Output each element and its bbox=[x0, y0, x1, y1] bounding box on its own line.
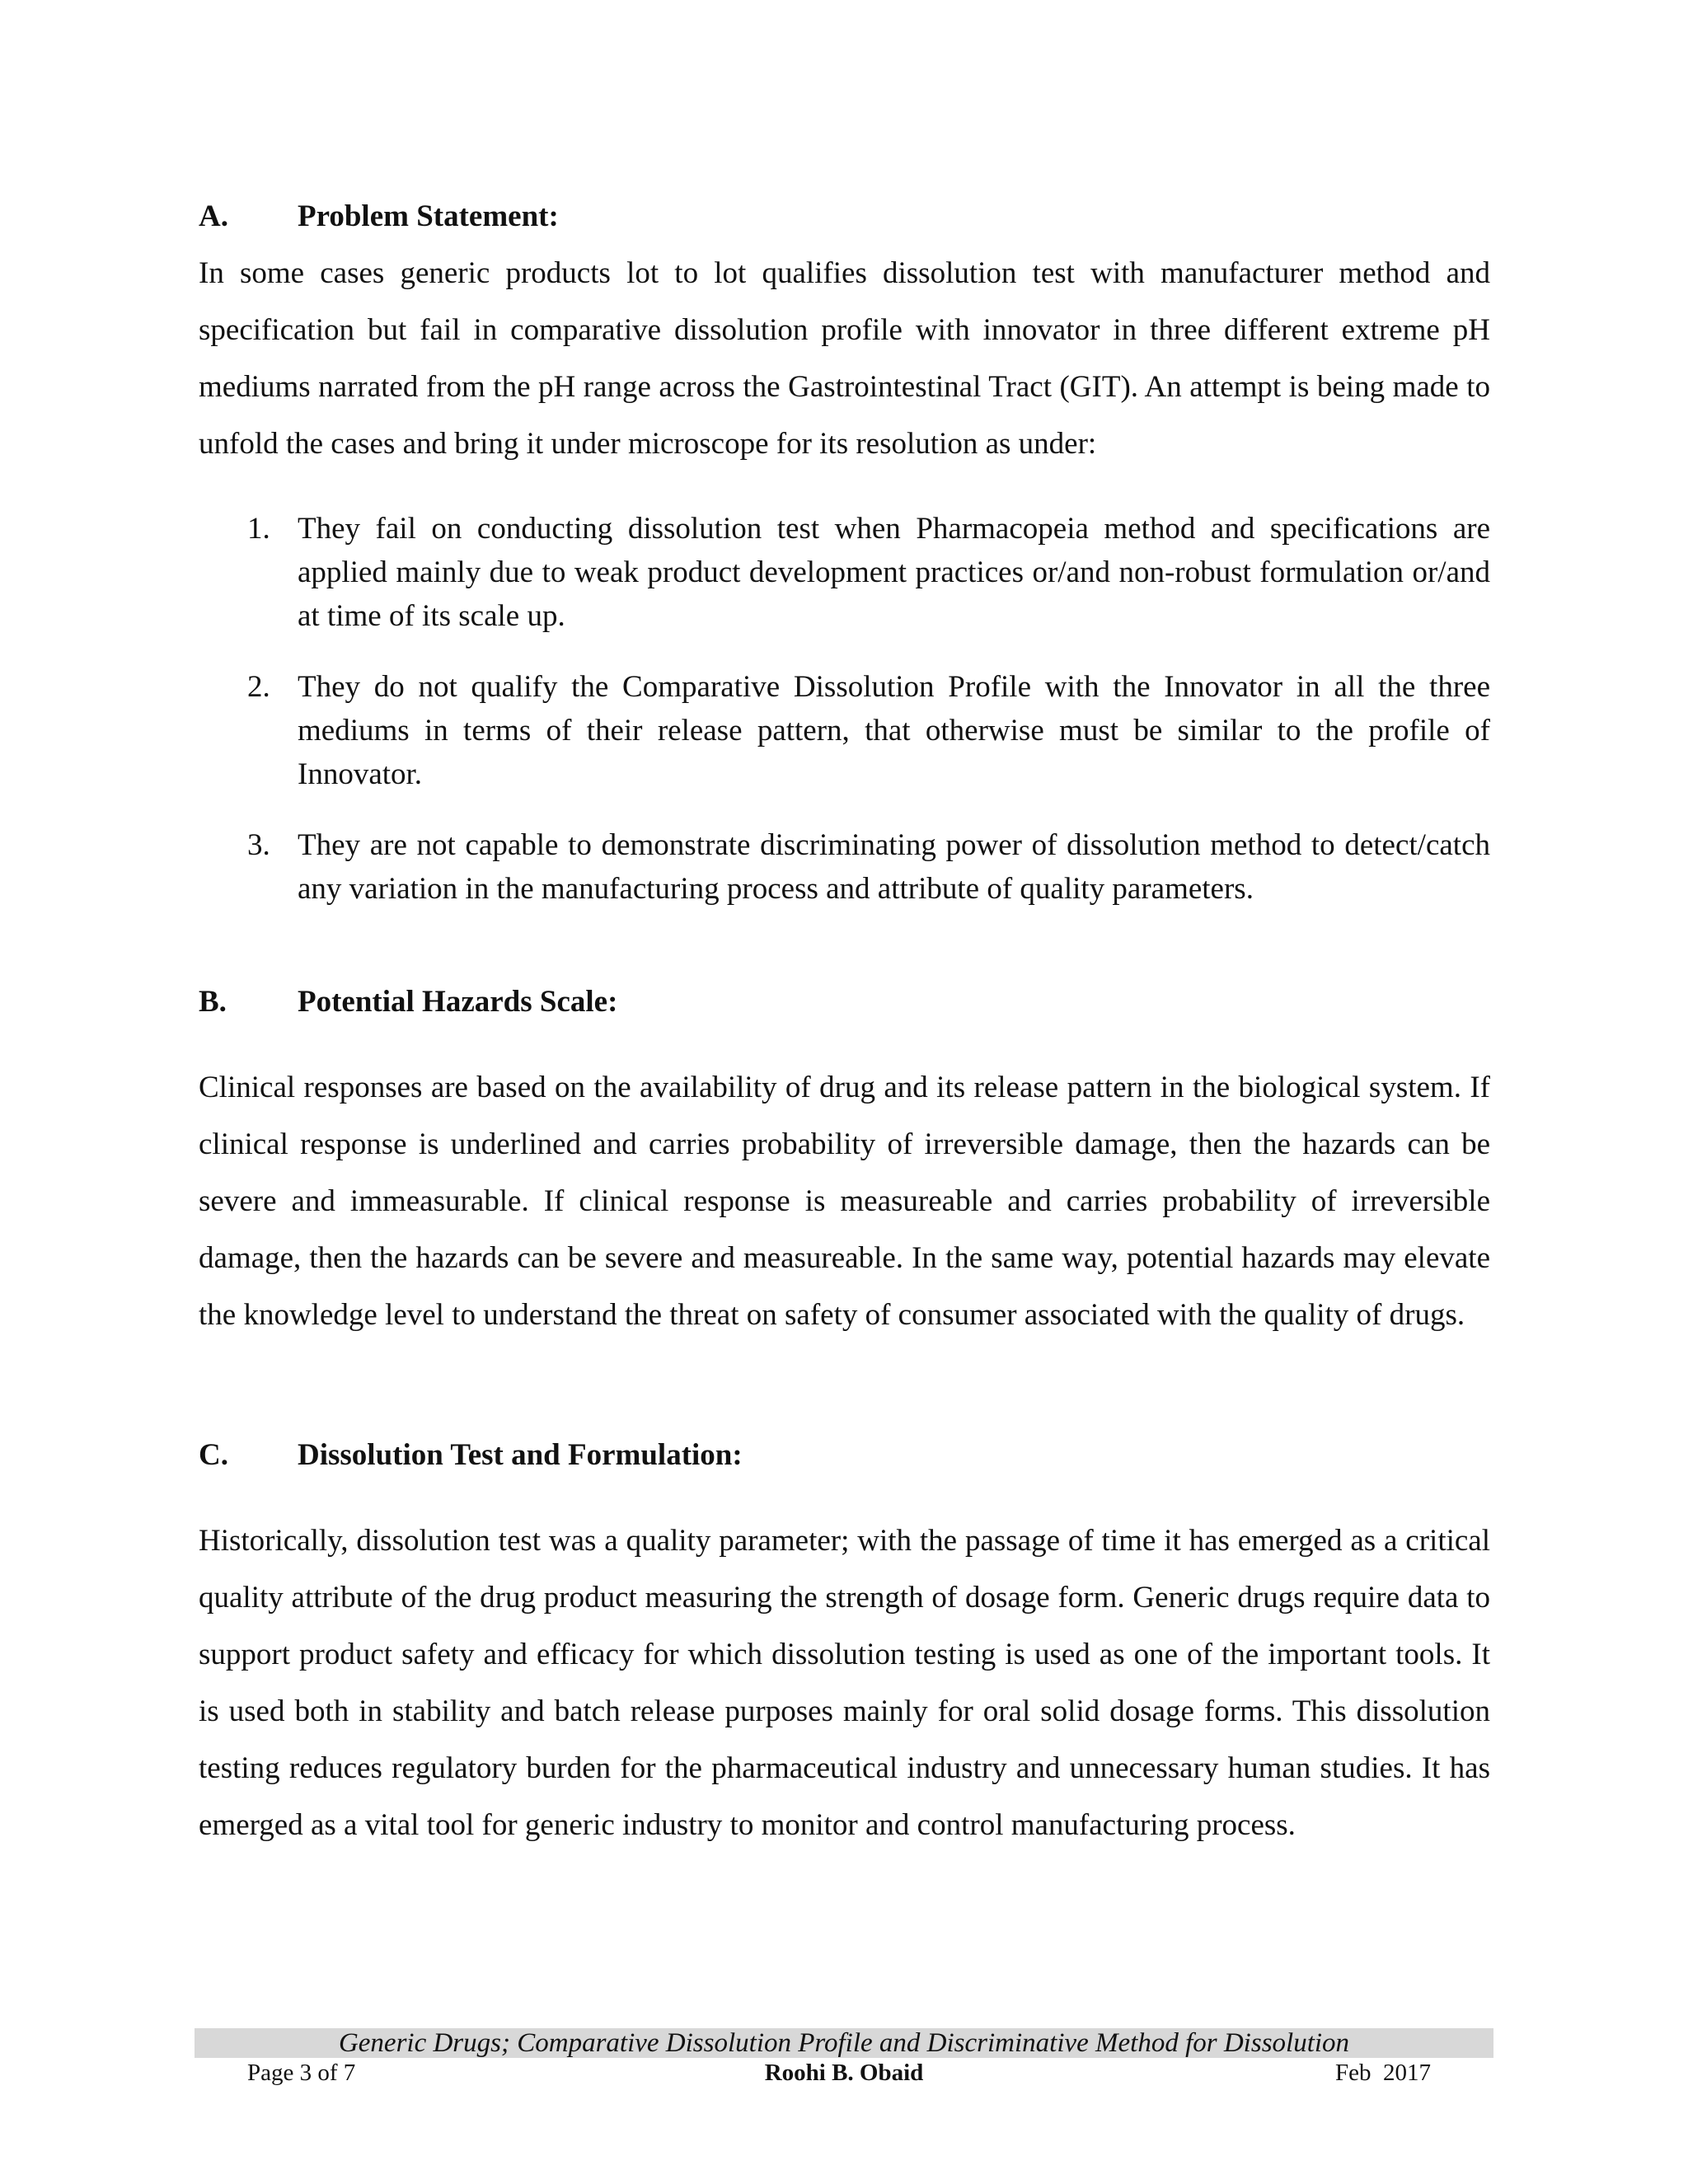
section-c-heading bbox=[199, 1435, 743, 1476]
footer-date: Feb 2017 bbox=[1335, 2060, 1431, 2086]
list-item-text: They do not qualify the Comparative Dissolution Profile with the Innovator in all the three mediums in terms of their release pattern, that otherwise must be similar to the profile of Innovator. bbox=[298, 670, 1490, 791]
section-b-title: Potential Hazards Scale: bbox=[298, 985, 618, 1019]
section-b-heading bbox=[199, 982, 617, 1023]
section-c-letter: C. bbox=[199, 1438, 228, 1472]
section-c-paragraph: Historically, dissolution test was a quality parameter; with the passage of time it has emerged as a critical quality attribute of the drug product measuring the strength of dosage form. Generic drugs require data to support product safety and efficacy for which dissolution testing is used as one of the important tools. It is used both in stability and batch release purposes mainly for oral solid dosage forms. This dissolution testing reduces regulatory burden for the pharmaceutical industry and unnecessary human studies. It has emerged as a vital tool for generic industry to monitor and control manufacturing process. bbox=[199, 1524, 1490, 1842]
list-item-text: They are not capable to demonstrate discriminating power of dissolution method to detect/catch any variation in the manufacturing process and attribute of quality parameters. bbox=[298, 828, 1490, 906]
section-c-title: Dissolution Test and Formulation: bbox=[298, 1438, 743, 1472]
section-a-letter: A. bbox=[199, 199, 228, 233]
footer-author: Roohi B. Obaid bbox=[764, 2060, 924, 2086]
list-item bbox=[247, 507, 1490, 638]
section-a-title: Problem Statement: bbox=[298, 199, 559, 233]
list-item bbox=[247, 665, 1490, 796]
footer-title: Generic Drugs; Comparative Dissolution Profile and Discriminative Method for Dissolution bbox=[338, 2028, 1350, 2058]
list-item-number: 1. bbox=[247, 512, 270, 546]
list-item-number: 2. bbox=[247, 670, 270, 704]
section-a-paragraph: In some cases generic products lot to lot qualifies dissolution test with manufacturer method and specification but fail in comparative dissolution profile with innovator in three different extreme pH mediums narrated from the pH range across the Gastrointestinal Tract (GIT). An attempt is being made to unfold the cases and bring it under microscope for its resolution as under: bbox=[199, 256, 1490, 461]
list-item bbox=[247, 823, 1490, 911]
section-b-letter: B. bbox=[199, 985, 227, 1019]
section-b-paragraph: Clinical responses are based on the availability of drug and its release pattern in the biological system. If clinical response is underlined and carries probability of irreversible damage, then the hazards can be severe and immeasurable. If clinical response is measureable and carries probability of irreversible damage, then the hazards can be severe and measureable. In the same way, potential hazards may elevate the knowledge level to understand the threat on safety of consumer associated with the quality of drugs. bbox=[199, 1071, 1490, 1332]
section-a-heading bbox=[199, 196, 559, 237]
list-item-text: They fail on conducting dissolution test when Pharmacopeia method and specifications are applied mainly due to weak product development practices or/and non-robust formulation or/and at time of its scale up. bbox=[298, 512, 1490, 633]
footer-page-number: Page 3 of 7 bbox=[247, 2060, 356, 2086]
list-item-number: 3. bbox=[247, 828, 270, 862]
